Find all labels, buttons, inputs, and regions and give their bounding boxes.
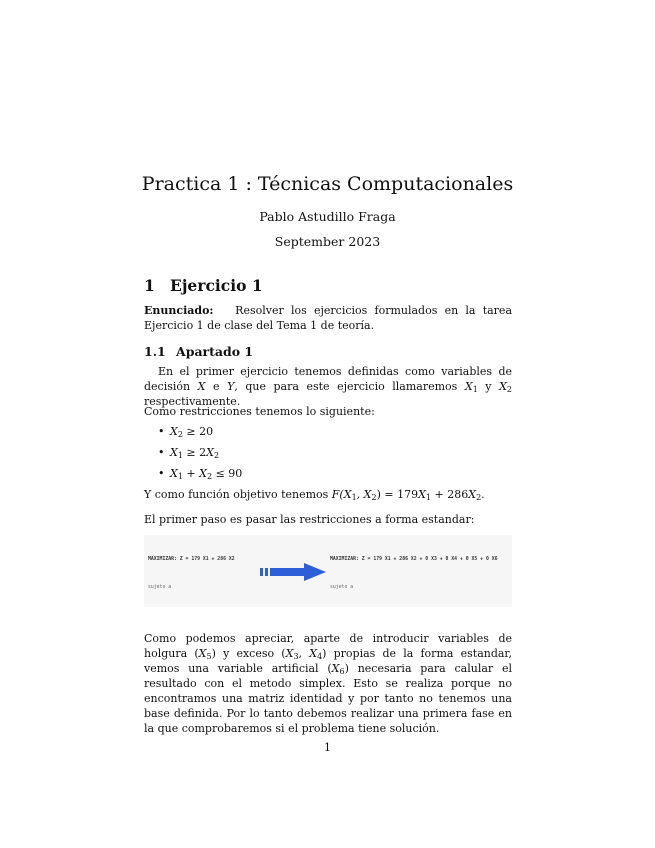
constraints-list bbox=[158, 424, 242, 487]
bullet-icon: • bbox=[158, 425, 165, 438]
list-item: • $X_1 \ge 2X_2$ bbox=[158, 446, 220, 460]
standard-subject-to: sujeto a bbox=[330, 585, 354, 590]
list-item: • $X_2 \ge 20$ bbox=[158, 425, 214, 439]
original-subject-to: sujeto a bbox=[148, 585, 172, 590]
conclusion-paragraph: Como podemos apreciar, aparte de introducir variables de holgura $(X_5)$ y exceso ($X_3$, $X_4$) propias de la forma estandar, vemos una variable artificial $(X_6)$ necesaria para calular el resultado con el metodo simplex. Esto se realiza porque no encontramos una matriz identidad y por tanto no tenemos una base definida. Por lo tanto debemos realizar una primera fase en la que comprobaremos si el problema tiene solución. bbox=[144, 632, 512, 735]
enunciado-text: Resolver los ejercicios formulados en la tarea Ejercicio 1 de clase del Tema 1 de teoría. bbox=[144, 304, 513, 332]
bullet-icon: • bbox=[158, 446, 165, 459]
section-number: 1 bbox=[144, 276, 155, 295]
subsection-heading bbox=[144, 344, 253, 359]
restrictions-intro: Como restricciones tenemos lo siguiente: bbox=[144, 405, 375, 418]
section-title: Ejercicio 1 bbox=[170, 276, 263, 295]
subsection-number: 1.1 bbox=[144, 344, 166, 359]
original-problem bbox=[148, 535, 256, 607]
intro-paragraph: En el primer ejercicio tenemos definidas como variables de decisión X e Y, que para este ejercicio llamaremos $X_1$ y $X_2$ respectivamente. bbox=[144, 365, 512, 408]
list-item: • $X_1 + X_2 \le 90$ bbox=[158, 467, 243, 481]
document-date: September 2023 bbox=[274, 234, 381, 249]
step-paragraph: El primer paso es pasar las restricciones a forma estandar: bbox=[144, 513, 475, 526]
document-author: Pablo Astudillo Fraga bbox=[259, 209, 396, 224]
enunciado-label: Enunciado: bbox=[144, 304, 214, 317]
standard-form-figure bbox=[144, 535, 512, 607]
subsection-title: Apartado 1 bbox=[176, 344, 254, 359]
bullet-icon: • bbox=[158, 467, 165, 480]
document-title: Practica 1 : Técnicas Computacionales bbox=[141, 173, 514, 195]
standard-form-problem bbox=[330, 535, 510, 607]
page-number: 1 bbox=[324, 741, 331, 754]
right-arrow-icon bbox=[260, 563, 326, 581]
objective-paragraph: Y como función objetivo tenemos $F(X_1$, $X_2) = 179X_1 + 286X_2$. bbox=[144, 488, 485, 502]
standard-objective: MAXIMIZAR: Z = 179 X1 + 286 X2 + 0 X3 + 0 X4 + 0 X5 + 0 X6 bbox=[330, 557, 498, 562]
section-heading bbox=[144, 276, 263, 295]
enunciado-paragraph bbox=[144, 303, 512, 333]
original-objective: MAXIMIZAR: Z = 179 X1 + 286 X2 bbox=[148, 557, 235, 562]
